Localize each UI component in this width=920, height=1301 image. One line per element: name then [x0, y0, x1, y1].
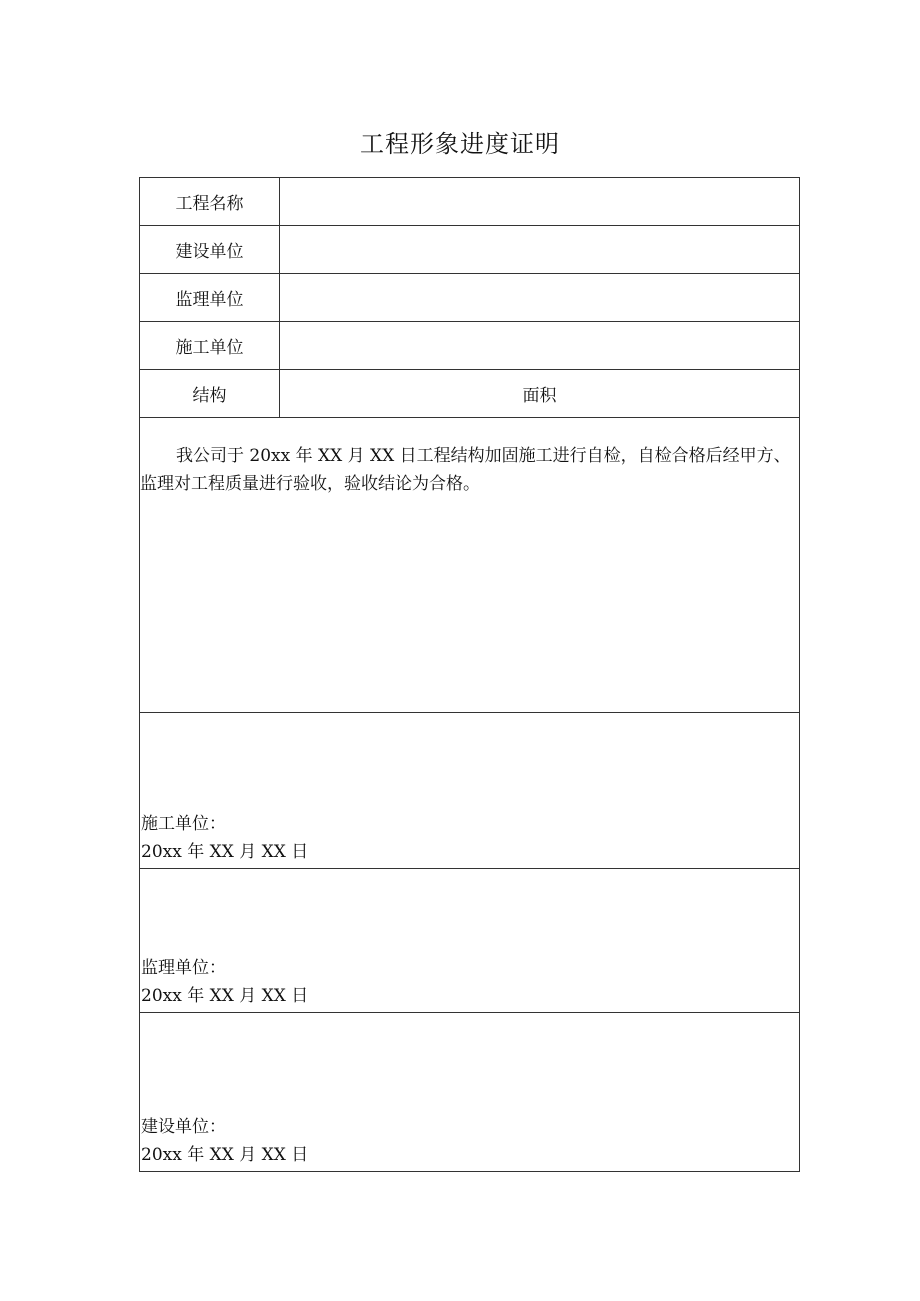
supervisor-signature-cell — [140, 869, 800, 1013]
builder-label: 建设单位 — [140, 226, 280, 274]
supervisor-label: 监理单位 — [140, 274, 280, 322]
table-row — [140, 869, 800, 1013]
description-text: 我公司于 20xx 年 XX 月 XX 日工程结构加固施工进行自检，自检合格后经甲方、监理对工程质量进行验收，验收结论为合格。 — [140, 446, 791, 494]
table-row — [140, 274, 800, 322]
signature-date: 20xx 年 XX 月 XX 日 — [141, 1145, 309, 1165]
description-cell — [140, 418, 800, 713]
signature-unit-label: 施工单位： — [141, 814, 226, 834]
signature-block — [141, 810, 308, 866]
signature-date: 20xx 年 XX 月 XX 日 — [141, 842, 309, 862]
table-row — [140, 418, 800, 713]
contractor-field[interactable] — [280, 322, 800, 370]
table-row — [140, 226, 800, 274]
page-title: 工程形象进度证明 — [360, 130, 560, 158]
signature-date: 20xx 年 XX 月 XX 日 — [141, 986, 309, 1006]
signature-block — [141, 954, 308, 1010]
project-name-field[interactable] — [280, 178, 800, 226]
structure-label: 结构 — [140, 370, 280, 418]
contractor-label: 施工单位 — [140, 322, 280, 370]
builder-signature-cell — [140, 1013, 800, 1172]
contractor-signature-cell — [140, 713, 800, 869]
area-label: 面积 — [280, 370, 800, 418]
signature-unit-label: 监理单位： — [141, 958, 226, 978]
table-row — [140, 1013, 800, 1172]
signature-unit-label: 建设单位： — [141, 1117, 226, 1137]
supervisor-field[interactable] — [280, 274, 800, 322]
progress-certificate-table — [139, 177, 800, 1172]
table-row — [140, 713, 800, 869]
signature-block — [141, 1113, 308, 1169]
project-name-label: 工程名称 — [140, 178, 280, 226]
table-row — [140, 322, 800, 370]
table-row — [140, 178, 800, 226]
table-row — [140, 370, 800, 418]
builder-field[interactable] — [280, 226, 800, 274]
